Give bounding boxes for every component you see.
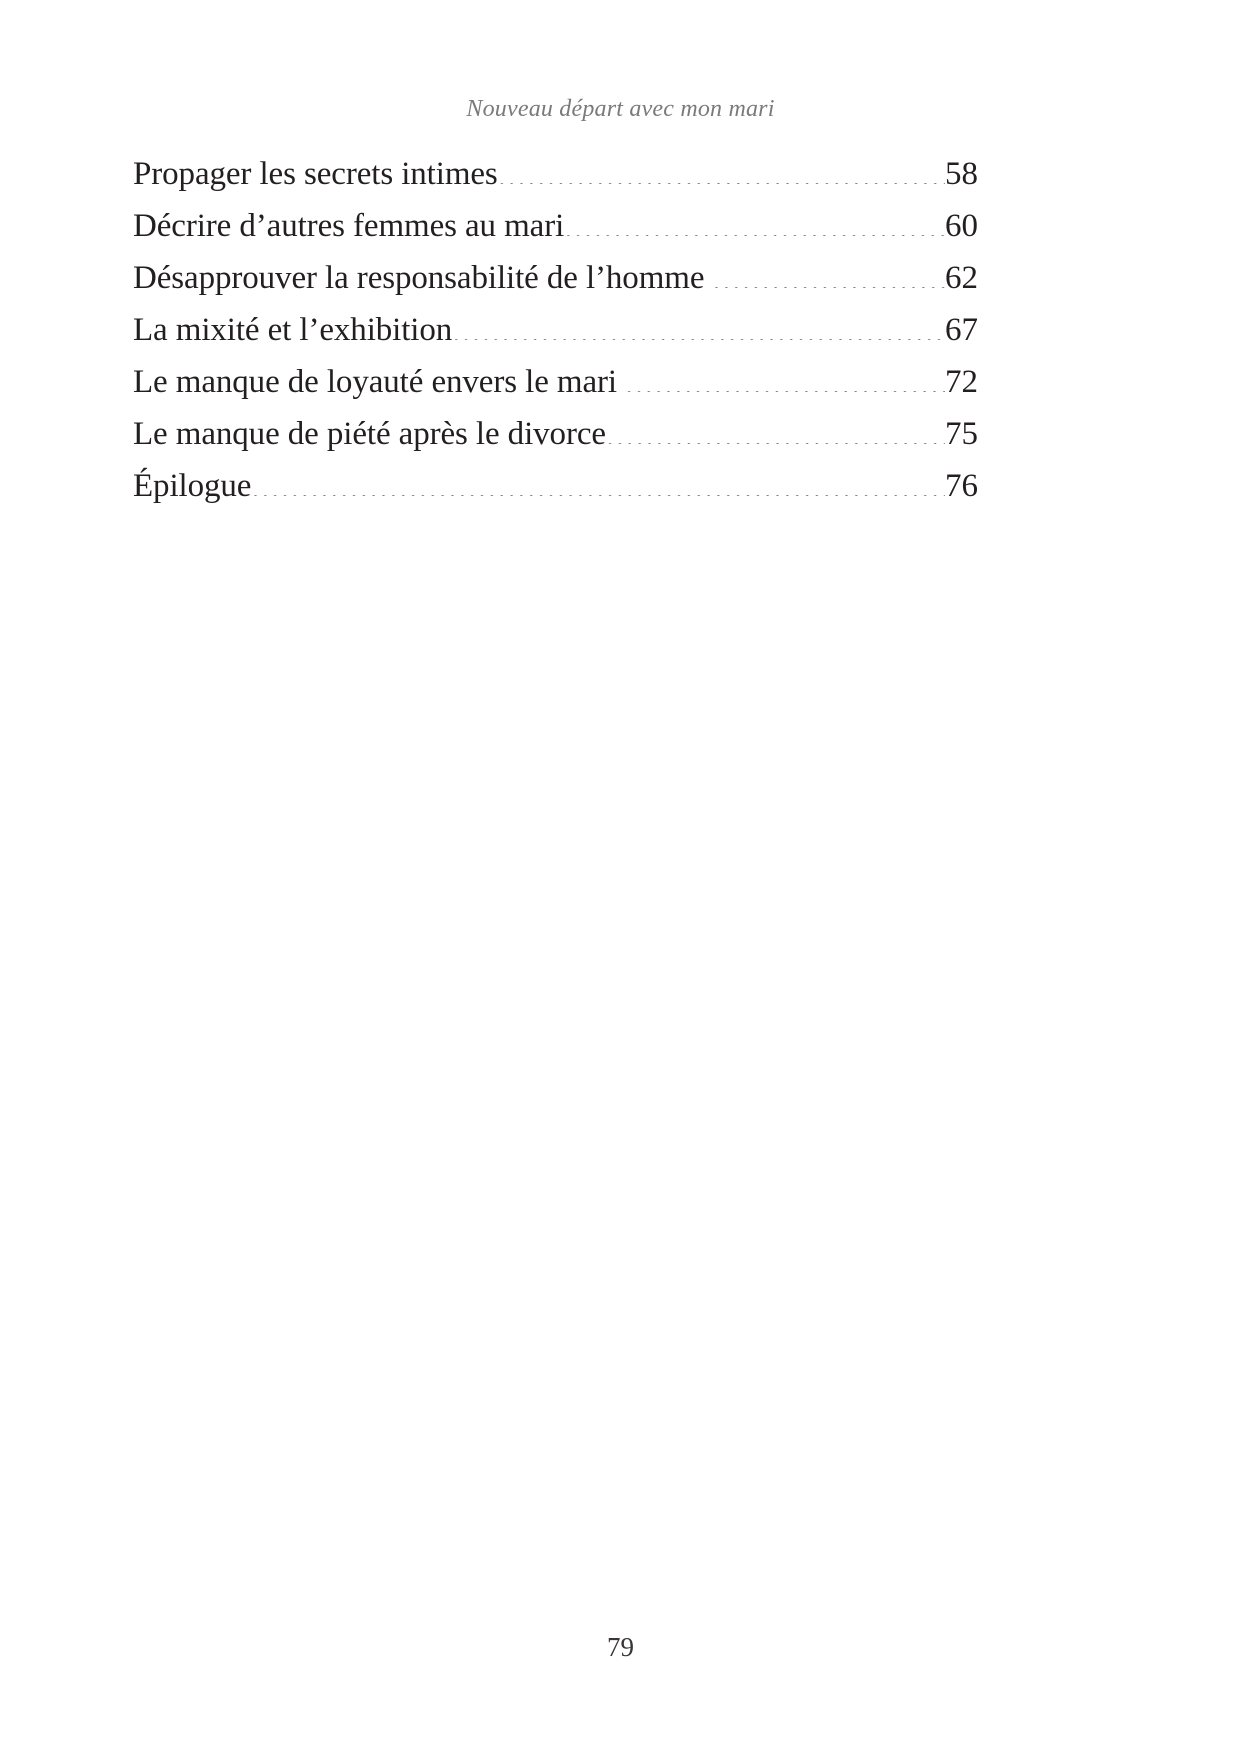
toc-entry[interactable] [133, 460, 978, 512]
toc-entry[interactable] [133, 356, 978, 408]
toc-entry-title: Désapprouver la responsabilité de l’homme [133, 260, 705, 296]
toc-entry-page-number: 67 [945, 312, 978, 348]
table-of-contents [133, 148, 978, 512]
toc-leader-dots [625, 359, 945, 392]
toc-entry-page-number: 72 [945, 364, 978, 400]
toc-leader-dots [564, 203, 945, 236]
toc-leader-dots [251, 463, 945, 496]
toc-entry-page-number: 62 [945, 260, 978, 296]
toc-leader-dots [498, 151, 945, 184]
toc-entry[interactable] [133, 304, 978, 356]
toc-entry[interactable] [133, 252, 978, 304]
toc-leader-dots [606, 411, 945, 444]
toc-entry-title: Décrire d’autres femmes au mari [133, 208, 565, 244]
toc-entry[interactable] [133, 200, 978, 252]
toc-entry-title: Le manque de loyauté envers le mari [133, 364, 617, 400]
toc-entry-page-number: 58 [945, 156, 978, 192]
toc-entry-page-number: 75 [945, 416, 978, 452]
toc-entry-title: La mixité et l’exhibition [133, 312, 453, 348]
toc-entry-page-number: 60 [945, 208, 978, 244]
page-folio-number: 79 [607, 1632, 634, 1662]
toc-entry[interactable] [133, 148, 978, 200]
toc-entry-title: Le manque de piété après le divorce [133, 416, 606, 452]
toc-entry-title: Propager les secrets intimes [133, 156, 498, 192]
toc-leader-dots [712, 255, 945, 288]
toc-entry-title: Épilogue [133, 468, 252, 504]
running-header: Nouveau départ avec mon mari [466, 96, 775, 122]
toc-entry-page-number: 76 [945, 468, 978, 504]
toc-leader-dots [452, 307, 945, 340]
toc-entry[interactable] [133, 408, 978, 460]
